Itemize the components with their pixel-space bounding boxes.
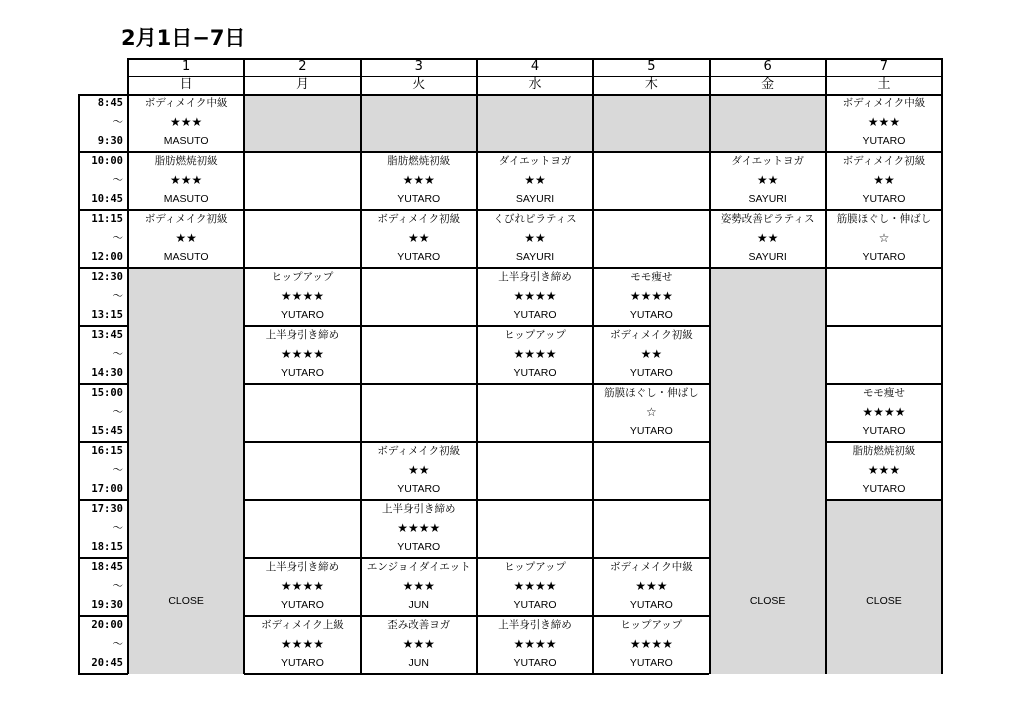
grid-line	[244, 499, 360, 501]
grid-line	[78, 499, 128, 501]
instructor-name: YUTARO	[280, 309, 324, 321]
difficulty-stars: ★★★★	[513, 347, 557, 361]
grid-line	[593, 557, 709, 559]
instructor-name: YUTARO	[513, 309, 557, 321]
class-name: ボディメイク初級	[842, 155, 926, 167]
difficulty-stars: ★★★	[170, 115, 203, 129]
class-name: 歪み改善ヨガ	[387, 619, 451, 631]
difficulty-stars: ★★★	[402, 637, 435, 651]
class-name: モモ痩せ	[862, 387, 905, 399]
slot-end-time: 15:45	[91, 425, 123, 437]
instructor-name: YUTARO	[862, 193, 906, 205]
grid-line	[78, 209, 128, 211]
class-entry[interactable]	[477, 152, 593, 210]
grid-line	[361, 441, 477, 443]
slot-start-time: 11:15	[91, 213, 123, 225]
grid-line	[128, 209, 244, 211]
tilde-separator: 〜	[112, 464, 123, 476]
grid-line	[361, 209, 477, 211]
class-name: 脂肪燃焼初級	[852, 445, 916, 457]
time-slot-label	[78, 152, 123, 209]
grid-line	[826, 209, 942, 211]
difficulty-stars: ★★★	[402, 173, 435, 187]
class-entry[interactable]	[593, 616, 709, 674]
slot-end-time: 19:30	[91, 599, 123, 611]
grid-line	[128, 76, 942, 77]
class-name: ボディメイク中級	[609, 561, 693, 573]
tilde-separator: 〜	[112, 348, 123, 360]
slot-start-time: 15:00	[91, 387, 123, 399]
grid-line	[78, 94, 942, 96]
instructor-name: SAYURI	[515, 193, 555, 205]
grid-line	[710, 151, 826, 153]
instructor-name: YUTARO	[629, 657, 673, 669]
grid-line	[593, 441, 709, 443]
tilde-separator: 〜	[112, 406, 123, 418]
slot-start-time: 16:15	[91, 445, 123, 457]
grid-line	[244, 383, 360, 385]
tilde-separator: 〜	[112, 174, 123, 186]
grid-line	[477, 325, 593, 327]
grid-line	[78, 325, 128, 327]
instructor-name: MASUTO	[163, 193, 209, 205]
grid-line	[361, 325, 477, 327]
difficulty-stars: ★★★★	[280, 579, 324, 593]
grid-line	[826, 499, 942, 501]
instructor-name: YUTARO	[513, 599, 557, 611]
slot-end-time: 18:15	[91, 541, 123, 553]
no-class-area	[244, 94, 826, 152]
class-entry[interactable]	[826, 152, 942, 210]
closed-area	[710, 268, 826, 674]
day-number-header: 7	[879, 59, 889, 74]
grid-line	[128, 267, 244, 269]
grid-line	[128, 151, 244, 153]
class-name: 筋膜ほぐし・伸ばし	[604, 387, 699, 399]
grid-line	[826, 441, 942, 443]
grid-line	[78, 151, 128, 153]
grid-line	[78, 383, 128, 385]
difficulty-stars: ★★★★	[280, 289, 324, 303]
class-entry[interactable]	[361, 152, 477, 210]
slot-start-time: 8:45	[97, 97, 123, 109]
grid-line	[244, 151, 360, 153]
instructor-name: SAYURI	[748, 251, 787, 263]
class-entry[interactable]	[477, 268, 593, 326]
slot-start-time: 20:00	[91, 619, 123, 631]
class-entry[interactable]	[361, 442, 477, 500]
difficulty-stars: ★★★★	[513, 289, 557, 303]
class-name: モモ痩せ	[630, 271, 673, 283]
class-name: エンジョイダイエット	[366, 561, 471, 573]
grid-line	[244, 441, 360, 443]
difficulty-stars: ★★★★	[513, 579, 557, 593]
class-name: ダイエットヨガ	[731, 155, 804, 167]
instructor-name: JUN	[408, 657, 429, 669]
instructor-name: MASUTO	[163, 251, 209, 263]
instructor-name: YUTARO	[862, 251, 906, 263]
closed-area	[128, 268, 244, 674]
instructor-name: YUTARO	[280, 367, 324, 379]
class-entry[interactable]	[128, 94, 244, 152]
slot-end-time: 9:30	[97, 135, 123, 147]
time-slot-label	[78, 326, 123, 383]
time-slot-label	[78, 268, 123, 325]
grid-line	[361, 673, 477, 675]
grid-line	[477, 557, 593, 559]
tilde-separator: 〜	[112, 580, 123, 592]
grid-line	[826, 267, 942, 269]
slot-end-time: 13:15	[91, 309, 123, 321]
time-slot-label	[78, 210, 123, 267]
grid-line	[593, 615, 709, 617]
grid-line	[244, 557, 360, 559]
slot-end-time: 10:45	[91, 193, 123, 205]
class-entry[interactable]	[477, 558, 593, 616]
class-entry[interactable]	[710, 152, 826, 210]
instructor-name: MASUTO	[163, 135, 209, 147]
class-entry[interactable]	[826, 442, 942, 500]
day-number-header: 6	[763, 59, 772, 74]
grid-line	[477, 383, 593, 385]
time-slot-label	[78, 500, 123, 557]
slot-start-time: 13:45	[91, 329, 123, 341]
day-number-header: 1	[182, 59, 191, 74]
slot-start-time: 17:30	[91, 503, 123, 515]
class-name: 筋膜ほぐし・伸ばし	[836, 213, 932, 225]
day-of-week-header: 日	[179, 77, 193, 92]
grid-line	[826, 383, 942, 385]
class-name: 姿勢改善ピラティス	[720, 213, 815, 225]
grid-line	[477, 267, 593, 269]
difficulty-stars: ★★★	[867, 115, 901, 129]
class-name: ボディメイク初級	[144, 213, 228, 225]
difficulty-stars: ★★★★	[862, 405, 906, 419]
class-entry[interactable]	[361, 210, 477, 268]
grid-line	[593, 267, 709, 269]
grid-line	[593, 325, 709, 327]
class-name: 脂肪燃焼初級	[387, 155, 451, 167]
tilde-separator: 〜	[112, 290, 123, 302]
tilde-separator: 〜	[112, 232, 123, 244]
grid-line	[593, 151, 709, 153]
difficulty-stars: ★★	[407, 231, 430, 245]
class-name: 上半身引き締め	[381, 503, 456, 515]
class-name: くびれピラティス	[493, 213, 577, 225]
difficulty-stars: ★★★★	[397, 521, 441, 535]
day-of-week-header: 水	[528, 77, 542, 92]
class-entry[interactable]	[593, 384, 709, 442]
grid-line	[593, 209, 709, 211]
instructor-name: YUTARO	[397, 251, 441, 263]
difficulty-stars: ★★	[756, 231, 779, 245]
day-of-week-header: 木	[644, 77, 658, 92]
slot-start-time: 18:45	[91, 561, 123, 573]
slot-start-time: 12:30	[91, 271, 123, 283]
grid-line	[477, 441, 593, 443]
difficulty-stars: ★★★	[635, 579, 668, 593]
close-label: CLOSE	[749, 595, 786, 607]
class-entry[interactable]	[593, 326, 709, 384]
class-entry[interactable]	[826, 210, 942, 268]
instructor-name: YUTARO	[513, 657, 557, 669]
difficulty-stars: ★★	[524, 231, 546, 245]
slot-start-time: 10:00	[91, 155, 123, 167]
difficulty-stars: ★★★★	[629, 637, 673, 651]
class-entry[interactable]	[477, 326, 593, 384]
class-entry[interactable]	[244, 558, 360, 616]
grid-line	[78, 615, 128, 617]
grid-line	[477, 209, 593, 211]
instructor-name: YUTARO	[629, 599, 673, 611]
grid-line	[593, 673, 709, 675]
grid-line	[78, 557, 128, 559]
class-name: ヒップアップ	[504, 329, 567, 341]
grid-line	[593, 499, 709, 501]
class-entry[interactable]	[244, 616, 360, 674]
day-number-header: 4	[530, 59, 540, 74]
difficulty-stars: ★★★★	[513, 637, 557, 651]
class-entry[interactable]	[710, 210, 826, 268]
class-entry[interactable]	[826, 384, 942, 442]
class-name: ボディメイク初級	[377, 213, 461, 225]
grid-line	[244, 673, 360, 675]
day-number-header: 3	[414, 59, 423, 74]
instructor-name: YUTARO	[629, 309, 673, 321]
instructor-name: YUTARO	[629, 367, 673, 379]
time-slot-label	[78, 442, 123, 499]
class-name: ヒップアップ	[271, 271, 334, 283]
difficulty-stars: ☆	[645, 405, 657, 419]
grid-line	[128, 58, 942, 60]
instructor-name: YUTARO	[397, 483, 441, 495]
class-entry[interactable]	[244, 268, 360, 326]
difficulty-stars: ★★★★	[280, 347, 324, 361]
day-number-header: 2	[298, 59, 307, 74]
tilde-separator: 〜	[112, 116, 123, 128]
instructor-name: YUTARO	[280, 599, 324, 611]
close-label: CLOSE	[168, 595, 204, 607]
day-of-week-header: 月	[295, 77, 309, 92]
instructor-name: YUTARO	[862, 425, 906, 437]
class-entry[interactable]	[244, 326, 360, 384]
grid-line	[826, 151, 942, 153]
day-number-header: 5	[647, 59, 656, 74]
class-entry[interactable]	[477, 210, 593, 268]
time-slot-label	[78, 384, 123, 441]
instructor-name: SAYURI	[515, 251, 555, 263]
class-name: ボディメイク初級	[377, 445, 461, 457]
time-slot-label	[78, 616, 123, 673]
instructor-name: YUTARO	[629, 425, 673, 437]
class-name: ヒップアップ	[504, 561, 567, 573]
grid-line	[477, 151, 593, 153]
grid-line	[78, 267, 128, 269]
slot-end-time: 12:00	[91, 251, 123, 263]
difficulty-stars: ★★	[175, 231, 197, 245]
difficulty-stars: ☆	[878, 231, 890, 245]
tilde-separator: 〜	[112, 638, 123, 650]
class-entry[interactable]	[128, 210, 244, 268]
grid-line	[244, 267, 360, 269]
grid-line	[477, 615, 593, 617]
class-entry[interactable]	[128, 152, 244, 210]
difficulty-stars: ★★	[407, 463, 430, 477]
class-name: 脂肪燃焼初級	[154, 155, 218, 167]
class-name: ボディメイク中級	[842, 97, 926, 109]
day-of-week-header: 火	[412, 77, 426, 92]
class-name: ボディメイク中級	[144, 97, 228, 109]
class-entry[interactable]	[361, 500, 477, 558]
weekly-schedule-table	[78, 58, 942, 677]
slot-end-time: 17:00	[91, 483, 123, 495]
class-entry[interactable]	[593, 268, 709, 326]
day-of-week-header: 金	[761, 77, 775, 92]
grid-line	[361, 151, 477, 153]
grid-line	[593, 383, 709, 385]
time-slot-label	[78, 558, 123, 615]
instructor-name: YUTARO	[862, 135, 906, 147]
grid-line	[78, 673, 128, 675]
tilde-separator: 〜	[112, 522, 123, 534]
day-of-week-header: 土	[877, 77, 891, 92]
class-name: 上半身引き締め	[265, 329, 340, 341]
instructor-name: YUTARO	[397, 541, 441, 553]
grid-line	[361, 499, 477, 501]
grid-line	[477, 499, 593, 501]
instructor-name: YUTARO	[862, 483, 906, 495]
grid-line	[361, 615, 477, 617]
difficulty-stars: ★★	[756, 173, 779, 187]
time-slot-label	[78, 94, 123, 151]
class-name: ヒップアップ	[620, 619, 683, 631]
grid-line	[710, 267, 826, 269]
difficulty-stars: ★★	[524, 173, 546, 187]
class-name: ボディメイク初級	[609, 329, 693, 341]
grid-line	[244, 325, 360, 327]
difficulty-stars: ★★	[640, 347, 663, 361]
slot-end-time: 20:45	[91, 657, 123, 669]
grid-line	[361, 557, 477, 559]
instructor-name: JUN	[408, 599, 429, 611]
class-name: ボディメイク上級	[261, 619, 344, 631]
grid-line	[361, 383, 477, 385]
grid-line	[244, 209, 360, 211]
difficulty-stars: ★★★	[402, 579, 435, 593]
instructor-name: YUTARO	[280, 657, 324, 669]
class-name: ダイエットヨガ	[498, 155, 572, 167]
grid-line	[244, 615, 360, 617]
grid-line	[826, 325, 942, 327]
class-entry[interactable]	[593, 558, 709, 616]
instructor-name: YUTARO	[397, 193, 441, 205]
grid-line	[710, 209, 826, 211]
difficulty-stars: ★★★★	[280, 637, 324, 651]
closed-area	[826, 500, 942, 674]
difficulty-stars: ★★	[873, 173, 895, 187]
difficulty-stars: ★★★	[170, 173, 203, 187]
class-name: 上半身引き締め	[498, 619, 572, 631]
grid-line	[361, 267, 477, 269]
difficulty-stars: ★★★★	[629, 289, 673, 303]
class-entry[interactable]	[361, 558, 477, 616]
class-entry[interactable]	[361, 616, 477, 674]
class-entry[interactable]	[477, 616, 593, 674]
slot-end-time: 14:30	[91, 367, 123, 379]
close-label: CLOSE	[866, 595, 902, 607]
class-name: 上半身引き締め	[265, 561, 340, 573]
class-name: 上半身引き締め	[498, 271, 572, 283]
grid-line	[78, 441, 128, 443]
grid-line	[477, 673, 593, 675]
page-title: 2月1日−7日	[121, 26, 246, 50]
instructor-name: YUTARO	[513, 367, 557, 379]
class-entry[interactable]	[826, 94, 942, 152]
instructor-name: SAYURI	[748, 193, 787, 205]
difficulty-stars: ★★★	[867, 463, 901, 477]
